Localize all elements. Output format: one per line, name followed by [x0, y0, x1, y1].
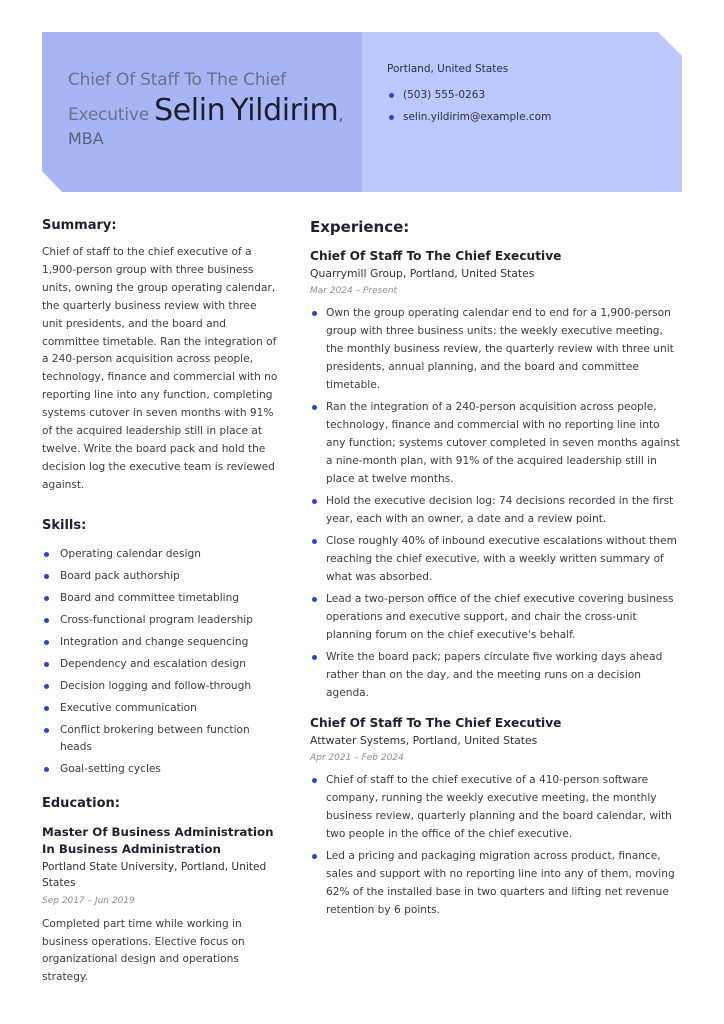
job-bullet — [310, 532, 682, 586]
bullet-dot-icon — [312, 539, 317, 544]
location: Portland, United States — [387, 63, 509, 75]
skill-item — [42, 722, 282, 755]
job-bullet — [310, 590, 682, 644]
skill-item — [42, 656, 282, 673]
name-suffix: , MBA — [68, 105, 344, 148]
bullet-text: Led a pricing and packaging migration across product, finance, sales and support with no reporting line into any of them, moving 62% of the installed base in two quarters and lifting net revenue retention by 6 points. — [326, 850, 675, 916]
first-name: Selin — [154, 93, 226, 128]
bullet-dot-icon — [312, 778, 317, 783]
job-entry — [310, 714, 682, 919]
experience-section — [310, 216, 682, 923]
bullet-dot-icon — [312, 597, 317, 602]
bullet-text: Ran the integration of a 240-person acquisition across people, technology, finance and commercial with no reporting line into any function; systems cutover completed in seven months against a nine-month plan, with 91% of the acquired leadership still in place at twelve months. — [326, 401, 680, 485]
job-bullet — [310, 771, 682, 843]
degree: Master Of Business Administration In Business Administration — [42, 825, 274, 856]
skill-label: Decision logging and follow-through — [60, 680, 252, 692]
skill-item — [42, 590, 282, 607]
job-bullet — [310, 398, 682, 488]
bullet-dot-icon — [312, 499, 317, 504]
education-section — [42, 794, 278, 986]
bullet-dot-icon — [312, 405, 317, 410]
bullet-text: Write the board pack; papers circulate five working days ahead rather than on the day, and the meeting runs on a decision agenda. — [326, 651, 663, 699]
experience-title: Experience: — [310, 218, 410, 236]
email-row — [387, 107, 551, 127]
bullet-dot-icon — [44, 684, 49, 689]
skill-item — [42, 678, 282, 695]
skill-item — [42, 568, 282, 585]
name-heading — [68, 66, 348, 148]
bullet-text: Lead a two-person office of the chief executive covering business operations and executive support, and chair the cross-unit planning forum on the chief executive's behalf. — [326, 593, 674, 641]
skill-label: Board pack authorship — [60, 570, 180, 582]
job-bullets — [310, 304, 682, 702]
phone-row — [387, 85, 551, 105]
bullet-dot-icon — [44, 574, 49, 579]
job-bullet — [310, 492, 682, 528]
summary-text: Chief of staff to the chief executive of a 1,900-person group with three business units, owning the group operating calendar, the quarterly business review with three unit presidents, and the board and committee timetable. Ran the integration of a 240-person acquisition across people, technology, finance and commercial with no reporting line into any function, completing systems cutover in seven months with 91% of the acquired leadership still in place at twelve. Write the board pack and hold the decision log the executive team is reviewed against. — [42, 246, 278, 491]
summary-title: Summary: — [42, 218, 117, 233]
job-dates: Apr 2021 – Feb 2024 — [310, 753, 404, 763]
bullet-text: Close roughly 40% of inbound executive escalations without them reaching the chief executive, with a weekly written summary of what was absorbed. — [326, 535, 677, 583]
skill-label: Conflict brokering between function heads — [60, 724, 250, 753]
bullet-dot-icon — [312, 854, 317, 859]
skills-list — [42, 546, 282, 777]
education-title: Education: — [42, 796, 120, 811]
job-bullet — [310, 847, 682, 919]
education-dates: Sep 2017 – Jun 2019 — [42, 896, 135, 906]
name-block — [68, 66, 348, 148]
skill-item — [42, 546, 282, 563]
job-bullet — [310, 648, 682, 702]
bullet-dot-icon — [44, 706, 49, 711]
bullet-dot-icon — [389, 93, 394, 98]
skill-label: Dependency and escalation design — [60, 658, 246, 670]
job-dates: Mar 2024 – Present — [310, 286, 398, 296]
email: selin.yildirim@example.com — [403, 111, 552, 123]
skill-label: Operating calendar design — [60, 548, 201, 560]
skill-label: Goal-setting cycles — [60, 762, 161, 775]
last-name: Yildirim — [230, 93, 339, 128]
job-bullets — [310, 771, 682, 919]
phone: (503) 555-0263 — [403, 89, 486, 101]
summary-section — [42, 216, 278, 495]
bullet-dot-icon — [44, 552, 49, 557]
job-entry — [310, 247, 682, 702]
skill-item — [42, 761, 282, 778]
bullet-dot-icon — [389, 115, 394, 120]
job-company: Attwater Systems, Portland, United States — [310, 734, 538, 747]
skill-item — [42, 634, 282, 651]
skills-title: Skills: — [42, 518, 87, 533]
job-title: Chief Of Staff To The Chief Executive — [68, 70, 286, 125]
job-role: Chief Of Staff To The Chief Executive — [310, 716, 562, 730]
contact-info — [387, 60, 551, 129]
skill-item — [42, 700, 282, 717]
bullet-dot-icon — [44, 728, 49, 733]
bullet-text: Chief of staff to the chief executive of a 410-person software company, running the weekly executive meeting, the monthly business review, quarterly planning and the board calendar, with two people in the office of the chief executive. — [326, 774, 672, 840]
job-bullet — [310, 304, 682, 394]
skill-label: Cross-functional program leadership — [60, 614, 253, 626]
bullet-dot-icon — [44, 767, 49, 772]
job-role: Chief Of Staff To The Chief Executive — [310, 249, 562, 263]
bullet-text: Own the group operating calendar end to end for a 1,900-person group with three business units: the weekly executive meeting, the monthly business review, the quarterly review with three unit presidents, annual planning, and the board and committee timetable. — [326, 307, 674, 391]
skill-item — [42, 612, 282, 629]
bullet-dot-icon — [44, 618, 49, 623]
bullet-dot-icon — [312, 655, 317, 660]
education-description: Completed part time while working in business operations. Elective focus on organizational design and operations strategy. — [42, 918, 245, 983]
job-company: Quarrymill Group, Portland, United States — [310, 267, 535, 280]
bullet-text: Hold the executive decision log: 74 decisions recorded in the first year, each with an owner, a date and a review point. — [326, 495, 674, 525]
skill-label: Board and committee timetabling — [60, 592, 240, 604]
skills-section — [42, 516, 282, 783]
bullet-dot-icon — [44, 640, 49, 645]
school: Portland State University, Portland, United States — [42, 861, 267, 889]
skill-label: Executive communication — [60, 702, 197, 714]
bullet-dot-icon — [312, 311, 317, 316]
bullet-dot-icon — [44, 596, 49, 601]
bullet-dot-icon — [44, 662, 49, 667]
skill-label: Integration and change sequencing — [60, 636, 249, 648]
